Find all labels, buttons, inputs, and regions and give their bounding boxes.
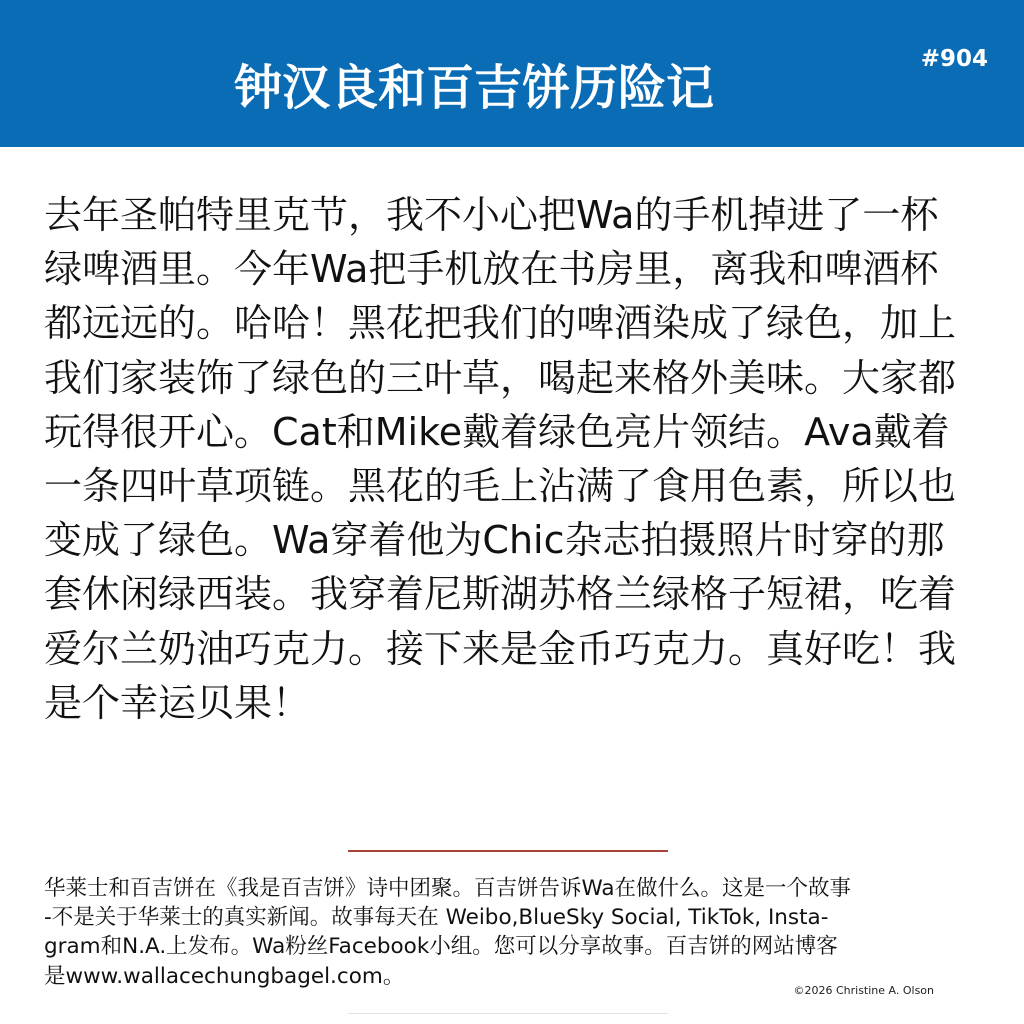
story-line: 玩得很开心。Cat和Mike戴着绿色亮片领结。Ava戴着: [44, 409, 950, 454]
header-banner: [0, 0, 1024, 147]
footer-note-line: gram和N.A.上发布。Wa粉丝Facebook小组。您可以分享故事。百吉饼的网站博客: [44, 934, 838, 960]
copyright-notice: ©2026 Christine A. Olson: [793, 984, 934, 997]
page-title: 钟汉良和百吉饼历险记: [233, 60, 714, 116]
story-line: 都远远的。哈哈！黑花把我们的啤酒染成了绿色，加上: [44, 301, 957, 346]
footer-note-line: -不是关于华莱士的真实新闻。故事每天在 Weibo,BlueSky Social, TikTok, Insta-: [44, 905, 829, 931]
story-line: 绿啤酒里。今年Wa把手机放在书房里，离我和啤酒杯: [44, 247, 939, 292]
footer-note-line: 华莱士和百吉饼在《我是百吉饼》诗中团聚。百吉饼告诉Wa在做什么。这是一个故事: [44, 876, 852, 901]
footer-note-line: 是www.wallacechungbagel.com。: [44, 963, 405, 989]
story-line: 套休闲绿西装。我穿着尼斯湖苏格兰绿格子短裙，吃着: [44, 572, 957, 617]
footer-divider: [348, 850, 668, 852]
issue-number: #904: [920, 46, 988, 72]
story-line: 一条四叶草项链。黑花的毛上沾满了食用色素，所以也: [44, 464, 957, 509]
bottom-rule: [348, 1013, 668, 1014]
story-line: 变成了绿色。Wa穿着他为Chic杂志拍摄照片时穿的那: [44, 518, 945, 563]
story-text: [44, 188, 984, 730]
story-line: 去年圣帕特里克节，我不小心把Wa的手机掉进了一杯: [44, 193, 939, 237]
footer-note: [44, 874, 984, 991]
story-line: 是个幸运贝果！: [44, 680, 311, 725]
story-line: 爱尔兰奶油巧克力。接下来是金币巧克力。真好吃！我: [44, 626, 957, 671]
story-line: 我们家装饰了绿色的三叶草，喝起来格外美味。大家都: [44, 355, 957, 400]
